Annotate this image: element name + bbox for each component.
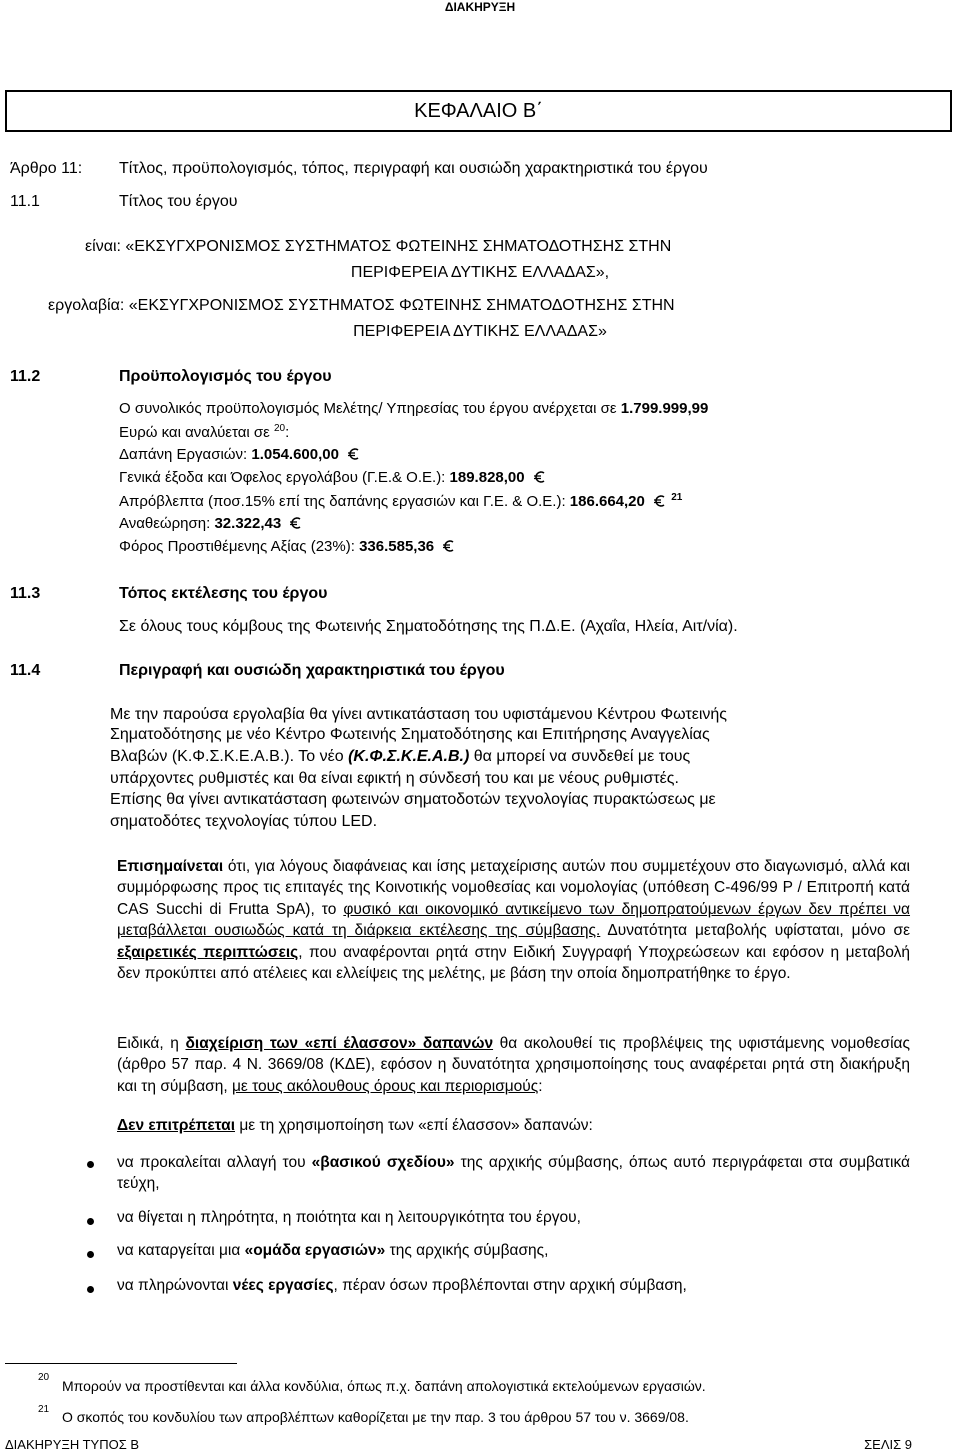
desc-line-3b: (Κ.Φ.Σ.Κ.Ε.Α.Β.) — [348, 748, 470, 765]
bullet-3-text-a: να καταργείται μια — [117, 1242, 241, 1259]
budget-total-line — [119, 400, 708, 417]
desc-line-4: υπάρχοντες ρυθμιστές και θα είναι εφικτή η σύνδεσή του και με νέους ρυθμιστές. — [110, 770, 679, 787]
bullet-3-text-c: της αρχικής σύμβασης, — [389, 1242, 549, 1259]
note-paragraph — [117, 856, 910, 984]
budget-analysis-line — [119, 423, 289, 441]
desc-line-3c: θα μπορεί να συνδεθεί με τους — [473, 748, 691, 765]
footer-left: ΔΙΑΚΗΡΥΞΗ ΤΥΠΟΣ Β — [5, 1437, 140, 1452]
budget-vat-line — [119, 538, 456, 555]
bullet-4-new-works: νέες εργασίες — [232, 1277, 334, 1294]
budget-total-value: 1.799.999,99 — [620, 400, 709, 417]
page-header: ΔΙΑΚΗΡΥΞΗ — [444, 0, 516, 14]
section-11-4-number: 11.4 — [10, 662, 41, 679]
bullet-item-4 — [117, 1277, 687, 1295]
note-underlined-1: φυσικό και οικονομικό αντικείμενο των δημοπρατούμενων έργων δεν πρέπει να μεταβάλλεται ουσιωδώς κατά τη διάρκεια εκτέλεσης της σύμβασης. — [117, 900, 911, 940]
desc-line-6: σηματοδότες τεχνολογίας τύπου LED. — [110, 813, 378, 830]
desc-line-3a: Βλαβών (Κ.Φ.Σ.Κ.Ε.Α.Β.). Το νέο — [110, 748, 344, 765]
section-11-2-title: Προϋπολογισμός του έργου — [119, 368, 332, 385]
note-lead: Επισημαίνεται — [117, 858, 224, 875]
bullet-1-text-a: να προκαλείται αλλαγή του — [117, 1154, 306, 1171]
footnote-20-number: 20 — [38, 1372, 50, 1383]
section-11-3-title: Τόπος εκτέλεσης του έργου — [119, 585, 328, 602]
euro-sign-icon — [347, 447, 361, 461]
revision-value: 32.322,43 — [214, 515, 282, 532]
budget-works-line — [119, 446, 361, 463]
title-line-1 — [85, 238, 671, 256]
revision-label: Αναθεώρηση: — [119, 515, 211, 532]
section-11-4-title: Περιγραφή και ουσιώδη χαρακτηριστικά του έργου — [119, 662, 505, 679]
bullet-item-3 — [117, 1242, 548, 1260]
unforeseen-value: 186.664,20 — [569, 493, 645, 510]
section-11-3-number: 11.3 — [10, 585, 41, 602]
euro-sign-icon — [653, 494, 667, 508]
euro-sign-icon — [442, 539, 456, 553]
not-allowed-text: με τη χρησιμοποίηση των «επί έλασσον» δαπανών: — [239, 1117, 593, 1134]
article-title: Τίτλος, προϋπολογισμός, τόπος, περιγραφή και ουσιώδη χαρακτηριστικά του έργου — [119, 160, 708, 177]
euro-sign-icon — [533, 470, 547, 484]
overhead-value: 189.828,00 — [449, 469, 525, 486]
footnote-ref-20[interactable]: 20 — [274, 423, 286, 434]
title-line-3 — [48, 297, 675, 315]
chapter-title: ΚΕΦΑΛΑΙΟ Β΄ — [414, 100, 543, 122]
budget-analysis-colon: : — [285, 424, 290, 441]
unforeseen-label: Απρόβλεπτα (ποσ.15% επί της δαπάνης εργασιών και Γ.Ε. & Ο.Ε.): — [119, 493, 566, 510]
section-11-2-number: 11.2 — [10, 368, 41, 385]
footnote-21-number: 21 — [38, 1404, 50, 1415]
vat-label: Φόρος Προστιθέμενης Αξίας (23%): — [119, 538, 355, 555]
bullet-1-basic-plan: «βασικού σχεδίου» — [311, 1154, 455, 1171]
budget-revision-line — [119, 515, 303, 532]
euro-sign-icon — [289, 516, 303, 530]
not-allowed-label: Δεν επιτρέπεται — [117, 1117, 235, 1134]
chapter-box — [5, 90, 952, 132]
footnote-separator — [5, 1363, 237, 1364]
desc-line-3 — [110, 748, 690, 766]
bullet-marker — [87, 1218, 94, 1225]
bullet-item-2: να θίγεται η πληρότητα, η ποιότητα και η λειτουργικότητα του έργου, — [117, 1209, 581, 1226]
bullet-marker — [87, 1286, 94, 1293]
desc-line-2: Σηματοδότησης με νέο Κέντρο Φωτεινής Σηματοδότησης και Επιτήρησης Αναγγελίας — [110, 726, 710, 743]
bullet-marker — [87, 1251, 94, 1258]
title-line-4: ΠΕΡΙΦΕΡΕΙΑ ΔΥΤΙΚΗΣ ΕΛΛΑΔΑΣ» — [353, 323, 607, 340]
title-line-2: ΠΕΡΙΦΕΡΕΙΑ ΔΥΤΙΚΗΣ ΕΛΛΑΔΑΣ», — [350, 264, 610, 281]
bullet-4-text-c: , πέραν όσων προβλέπονται στην αρχική σύμβαση, — [333, 1277, 687, 1294]
management-text-a: Ειδικά, η — [117, 1035, 179, 1052]
note-text-a: ότι, για λόγους διαφάνειας και ίσης μεταχείρισης αυτών που συμμετέχουν στο διαγωνισμό, αλλά και συμμόρφωσης προς τις επιταγές της Κοινοτικής νομοθεσίας και νομολογίας (υπόθεση C-496/99 Ρ / Επιτροπή κατά CAS Succhi di Frutta SpA), το — [117, 858, 911, 918]
note-exceptional-cases: εξαιρετικές περιπτώσεις — [117, 943, 299, 961]
footnote-ref-21[interactable]: 21 — [671, 492, 683, 503]
section-11-1-title: Τίτλος του έργου — [119, 193, 238, 210]
desc-line-1: Με την παρούσα εργολαβία θα γίνει αντικατάσταση του υφιστάμενου Κέντρου Φωτεινής — [110, 706, 727, 723]
location-text: Σε όλους τους κόμβους της Φωτεινής Σηματοδότησης της Π.Δ.Ε. (Αχαΐα, Ηλεία, Αιτ/νία). — [119, 618, 738, 635]
bullet-4-text-a: να πληρώνονται — [117, 1277, 229, 1294]
bullet-marker — [87, 1161, 94, 1168]
management-underlined: διαχείριση των «επί έλασσον» δαπανών — [185, 1035, 494, 1052]
budget-unforeseen-line — [119, 492, 682, 510]
section-11-1-number: 11.1 — [10, 193, 40, 210]
title-text-3: «ΕΚΣΥΓΧΡΟΝΙΣΜΟΣ ΣΥΣΤΗΜΑΤΟΣ ΦΩΤΕΙΝΗΣ ΣΗΜΑΤΟΔΟΤΗΣΗΣ ΣΤΗΝ — [128, 297, 675, 314]
title-text-1: «ΕΚΣΥΓΧΡΟΝΙΣΜΟΣ ΣΥΣΤΗΜΑΤΟΣ ΦΩΤΕΙΝΗΣ ΣΗΜΑΤΟΔΟΤΗΣΗΣ ΣΤΗΝ — [125, 238, 672, 255]
budget-total-text: Ο συνολικός προϋπολογισμός Μελέτης/ Υπηρεσίας του έργου ανέρχεται σε — [119, 400, 617, 417]
management-text-b: θα ακολουθεί τις προβλέψεις της υφιστάμενης νομοθεσίας (άρθρο 57 παρ. 4 Ν. 3669/08 (ΚΔΕ), εφόσον η δυνατότητα χρησιμοποίησης τους αναφέρεται ρητά στη διακήρυξη και τη σύμβαση, — [117, 1035, 910, 1095]
budget-analysis-text: Ευρώ και αναλύεται σε — [119, 424, 270, 441]
title-prefix-contract: εργολαβία: — [48, 297, 125, 314]
vat-value: 336.585,36 — [359, 538, 435, 555]
note-text-b: Δυνατότητα μεταβολής υφίσταται, μόνο σε — [607, 922, 910, 940]
works-label: Δαπάνη Εργασιών: — [119, 446, 248, 463]
not-allowed-line — [117, 1117, 593, 1135]
management-terms: με τους ακόλουθους όρους και περιορισμούς — [231, 1077, 539, 1095]
management-colon: : — [538, 1077, 543, 1095]
management-paragraph — [117, 1033, 910, 1097]
desc-line-5: Επίσης θα γίνει αντικατάσταση φωτεινών σηματοδοτών τεχνολογίας πυρακτώσεως με — [110, 791, 716, 808]
budget-overhead-line — [119, 469, 547, 486]
note-text-c: , που αναφέρονται ρητά στην Ειδική Συγγραφή Υποχρεώσεων και εφόσον η μεταβολή δεν προκύπτει από ατέλειες και ελλείψεις της μελέτης, με βάση την οποία δημοπρατήθηκε το έργο. — [117, 943, 910, 983]
footnote-21-text: Ο σκοπός του κονδυλίου των απροβλέπτων καθορίζεται με την παρ. 3 του άρθρου 57 του ν. 3669/08. — [62, 1409, 689, 1425]
footer-page-number: ΣΕΛΙΣ 9 — [864, 1437, 912, 1452]
footnote-20-text: Μπορούν να προστίθενται και άλλα κονδύλια, όπως π.χ. δαπάνη απολογιστικά εκτελούμενων εργασιών. — [62, 1378, 706, 1394]
bullet-1-text-c: της αρχικής σύμβασης, όπως αυτό περιγράφεται στα συμβατικά τεύχη, — [117, 1154, 910, 1193]
overhead-label: Γενικά έξοδα και Όφελος εργολάβου (Γ.Ε.& Ο.Ε.): — [119, 469, 446, 486]
bullet-3-work-group: «ομάδα εργασιών» — [244, 1242, 386, 1259]
bullet-item-1 — [117, 1152, 910, 1195]
article-label: Άρθρο 11: — [10, 160, 83, 177]
title-prefix-is: είναι: — [85, 238, 121, 255]
works-value: 1.054.600,00 — [251, 446, 339, 463]
